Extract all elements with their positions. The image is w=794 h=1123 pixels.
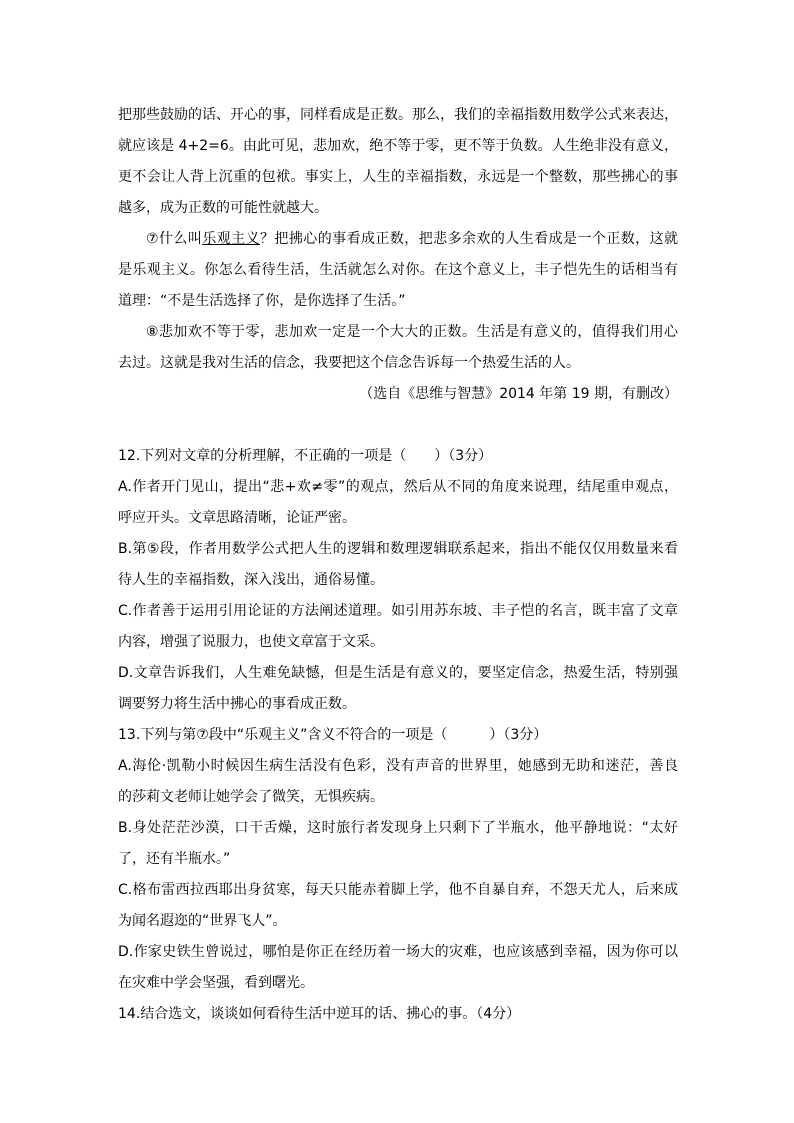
paragraph-8-line: 去过。这就是我对生活的信念，我要把这个信念告诉每一个热爱生活的人。 [118, 355, 580, 371]
paragraph-6-line: 更不会让人背上沉重的包袱。事实上，人生的幸福指数，永远是一个整数，那些拂心的事 [118, 169, 678, 185]
question-option-line: C.作者善于运用引用论证的方法阐述道理。如引用苏东坡、丰子恺的名言，既丰富了文章 [118, 603, 678, 619]
question-stem: 12.下列对文章的分析理解，不正确的一项是（ ）（3分） [118, 448, 493, 464]
question-option-line: B.第⑤段，作者用数学公式把人生的逻辑和数理逻辑联系起来，指出不能仅仅用数量来看 [118, 541, 678, 557]
paragraph-6-line: 把那些鼓励的话、开心的事，同样看成是正数。那么，我们的幸福指数用数学公式来表达， [118, 107, 678, 123]
question-option-line: C.格布雷西拉西耶出身贫寒，每天只能赤着脚上学，他不自暴自弃，不怨天尤人，后来成 [118, 882, 678, 898]
paragraph-7-line [118, 224, 678, 255]
question-option-line: D.文章告诉我们，人生难免缺憾，但是生活是有意义的，要坚定信念，热爱生活，特别强 [118, 665, 678, 681]
question-stem: 14.结合选文，谈谈如何看待生活中逆耳的话、拂心的事。（4分） [118, 1006, 521, 1022]
document-page [118, 100, 678, 1030]
question-option-line: 调要努力将生活中拂心的事看成正数。 [118, 696, 356, 712]
question-option-line: 了，还有半瓶水。” [118, 851, 231, 867]
question-option-line: A.作者开门见山，提出“悲+欢≠零”的观点，然后从不同的角度来说理，结尾重申观点， [118, 479, 678, 495]
question-option-line: 内容，增强了说服力，也使文章富于文采。 [118, 634, 384, 650]
source-citation: （选自《思维与智慧》2014 年第 19 期，有删改） [359, 386, 678, 402]
text-span: ？把拂心的事看成正数，把悲多余欢的人生看成是一个正数，这就 [260, 231, 679, 247]
question-stem: 13.下列与第⑦段中“乐观主义”含义不符合的一项是（ ）（3分） [118, 727, 548, 743]
text-span: ⑦什么叫 [146, 231, 203, 247]
question-option-line: 呼应开头。文章思路清晰，论证严密。 [118, 510, 356, 526]
question-option-line: 在灾难中学会坚强，看到曙光。 [118, 975, 314, 991]
underlined-term: 乐观主义 [202, 231, 260, 247]
paragraph-8-line: ⑧悲加欢不等于零，悲加欢一定是一个大大的正数。生活是有意义的，值得我们用心 [146, 324, 678, 340]
paragraph-6-line: 越多，成为正数的可能性就越大。 [118, 200, 328, 216]
question-option-line: 的莎莉文老师让她学会了微笑，无惧疾病。 [118, 789, 384, 805]
paragraph-7-line: 是乐观主义。你怎么看待生活，生活就怎么对你。在这个意义上，丰子恺先生的话相当有 [118, 262, 678, 278]
question-option-line: 待人生的幸福指数，深入浅出，通俗易懂。 [118, 572, 384, 588]
question-option-line: D.作家史铁生曾说过，哪怕是你正在经历着一场大的灾难，也应该感到幸福，因为你可以 [118, 944, 678, 960]
question-option-line: B.身处茫茫沙漠，口干舌燥，这时旅行者发现身上只剩下了半瓶水，他平静地说：“太好 [118, 820, 678, 836]
paragraph-7-line: 道理：“不是生活选择了你，是你选择了生活。” [118, 293, 406, 309]
paragraph-6-line: 就应该是 4+2=6。由此可见，悲加欢，绝不等于零，更不等于负数。人生绝非没有意义， [118, 138, 678, 154]
blank-line [118, 410, 678, 441]
question-option-line: 为闻名遐迩的“世界飞人”。 [118, 913, 287, 929]
question-option-line: A.海伦·凯勒小时候因生病生活没有色彩，没有声音的世界里，她感到无助和迷茫，善良 [118, 758, 678, 774]
